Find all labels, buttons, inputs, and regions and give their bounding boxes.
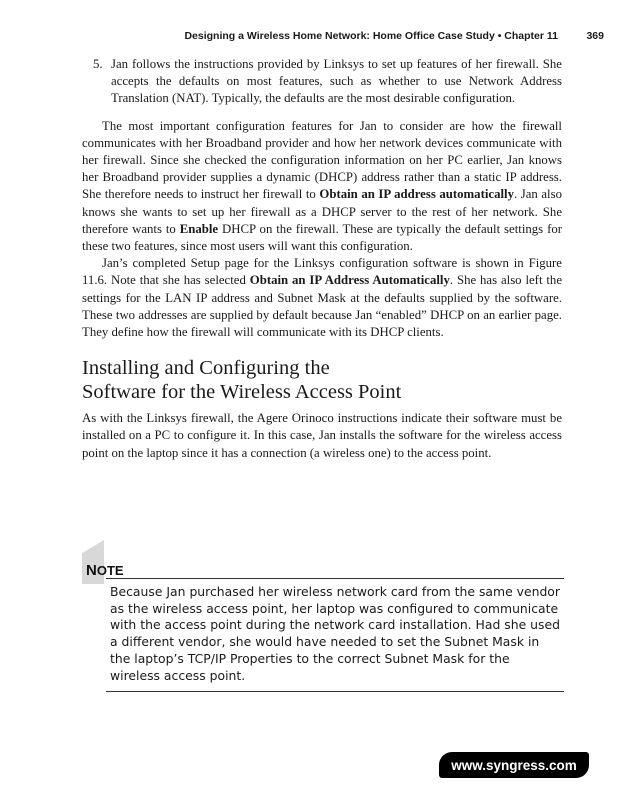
note-label-rest: OTE (96, 563, 124, 578)
page-number: 369 (586, 30, 604, 42)
note-text: Because Jan purchased her wireless network card from the same vendor as the wireless access point, her laptop was configured to communicate with the access point during the network card installation. Had she used a different vendor, she would have needed to set the Subnet Mask in the laptop’s TCP/IP Properties to the correct Subnet Mask for the wireless access point. (110, 584, 560, 683)
running-header-title: Designing a Wireless Home Network: Home Office Case Study • Chapter 11 (184, 30, 558, 42)
bold-phrase-obtain-ip-auto: Obtain an IP Address Automatically (249, 273, 450, 288)
paragraph-setup-page (82, 255, 562, 341)
body-text (82, 56, 562, 462)
numbered-list-item (82, 56, 562, 108)
paragraph-firewall-config (82, 118, 562, 256)
list-item-text: Jan follows the instructions provided by Linksys to set up features of her firewall. She accepts the defaults on most features, such as whether to use Network Address Translation (NAT). Typically, the defaults are the most desirable configuration. (111, 57, 562, 106)
section-heading-line2: Software for the Wireless Access Point (82, 381, 402, 404)
list-item-number: 5. (93, 57, 103, 71)
paragraph-access-point: As with the Linksys firewall, the Agere Orinoco instructions indicate their software must be installed on a PC to configure it. In this case, Jan installs the software for the wireless access point on the laptop since it has a connection (a wireless one) to the access point. (82, 411, 562, 460)
paragraph-text: The most important configuration features for Jan to consider are how the firewall communicates with her Broadband provider and how her network devices communicate with her firewall. Since she checked the configuration information on her PC earlier, Jan knows her Broadband provider supplies a dynamic (DHCP) address rather than a static IP address. She therefore needs to instruct her firewall to (82, 118, 562, 202)
footer-url: www.syngress.com (451, 757, 577, 773)
section-heading-line1: Installing and Configuring the (82, 357, 330, 380)
paragraph-text: . Jan also knows she wants to set up her firewall as a DHCP server to the rest of her network. She therefore wants to (82, 187, 562, 236)
section-heading (82, 356, 562, 404)
note-label-initial: N (86, 562, 97, 579)
paragraph-text: DHCP on the firewall. These are typically the default settings for these two features, since most users will want this configuration. (82, 221, 562, 254)
note-top-rule (106, 578, 564, 579)
note-box (82, 540, 564, 694)
paragraph-text: Jan’s completed Setup page for the Linksys configuration software is shown in Figure 11.6. Note that she has selected (82, 256, 562, 288)
bold-phrase-obtain-ip: Obtain an IP address automatically (319, 187, 514, 202)
note-label (86, 562, 124, 579)
bold-phrase-enable: Enable (179, 221, 219, 236)
note-bottom-rule (106, 691, 564, 692)
footer-url-badge (439, 752, 589, 778)
paragraph-text: . She has also left the settings for the LAN IP address and Subnet Mask at the defaults supplied by the software. These two addresses are supplied by default because Jan “enabled” DHCP on an earlier page. They define how the firewall will communicate with its DHCP clients. (82, 273, 562, 340)
